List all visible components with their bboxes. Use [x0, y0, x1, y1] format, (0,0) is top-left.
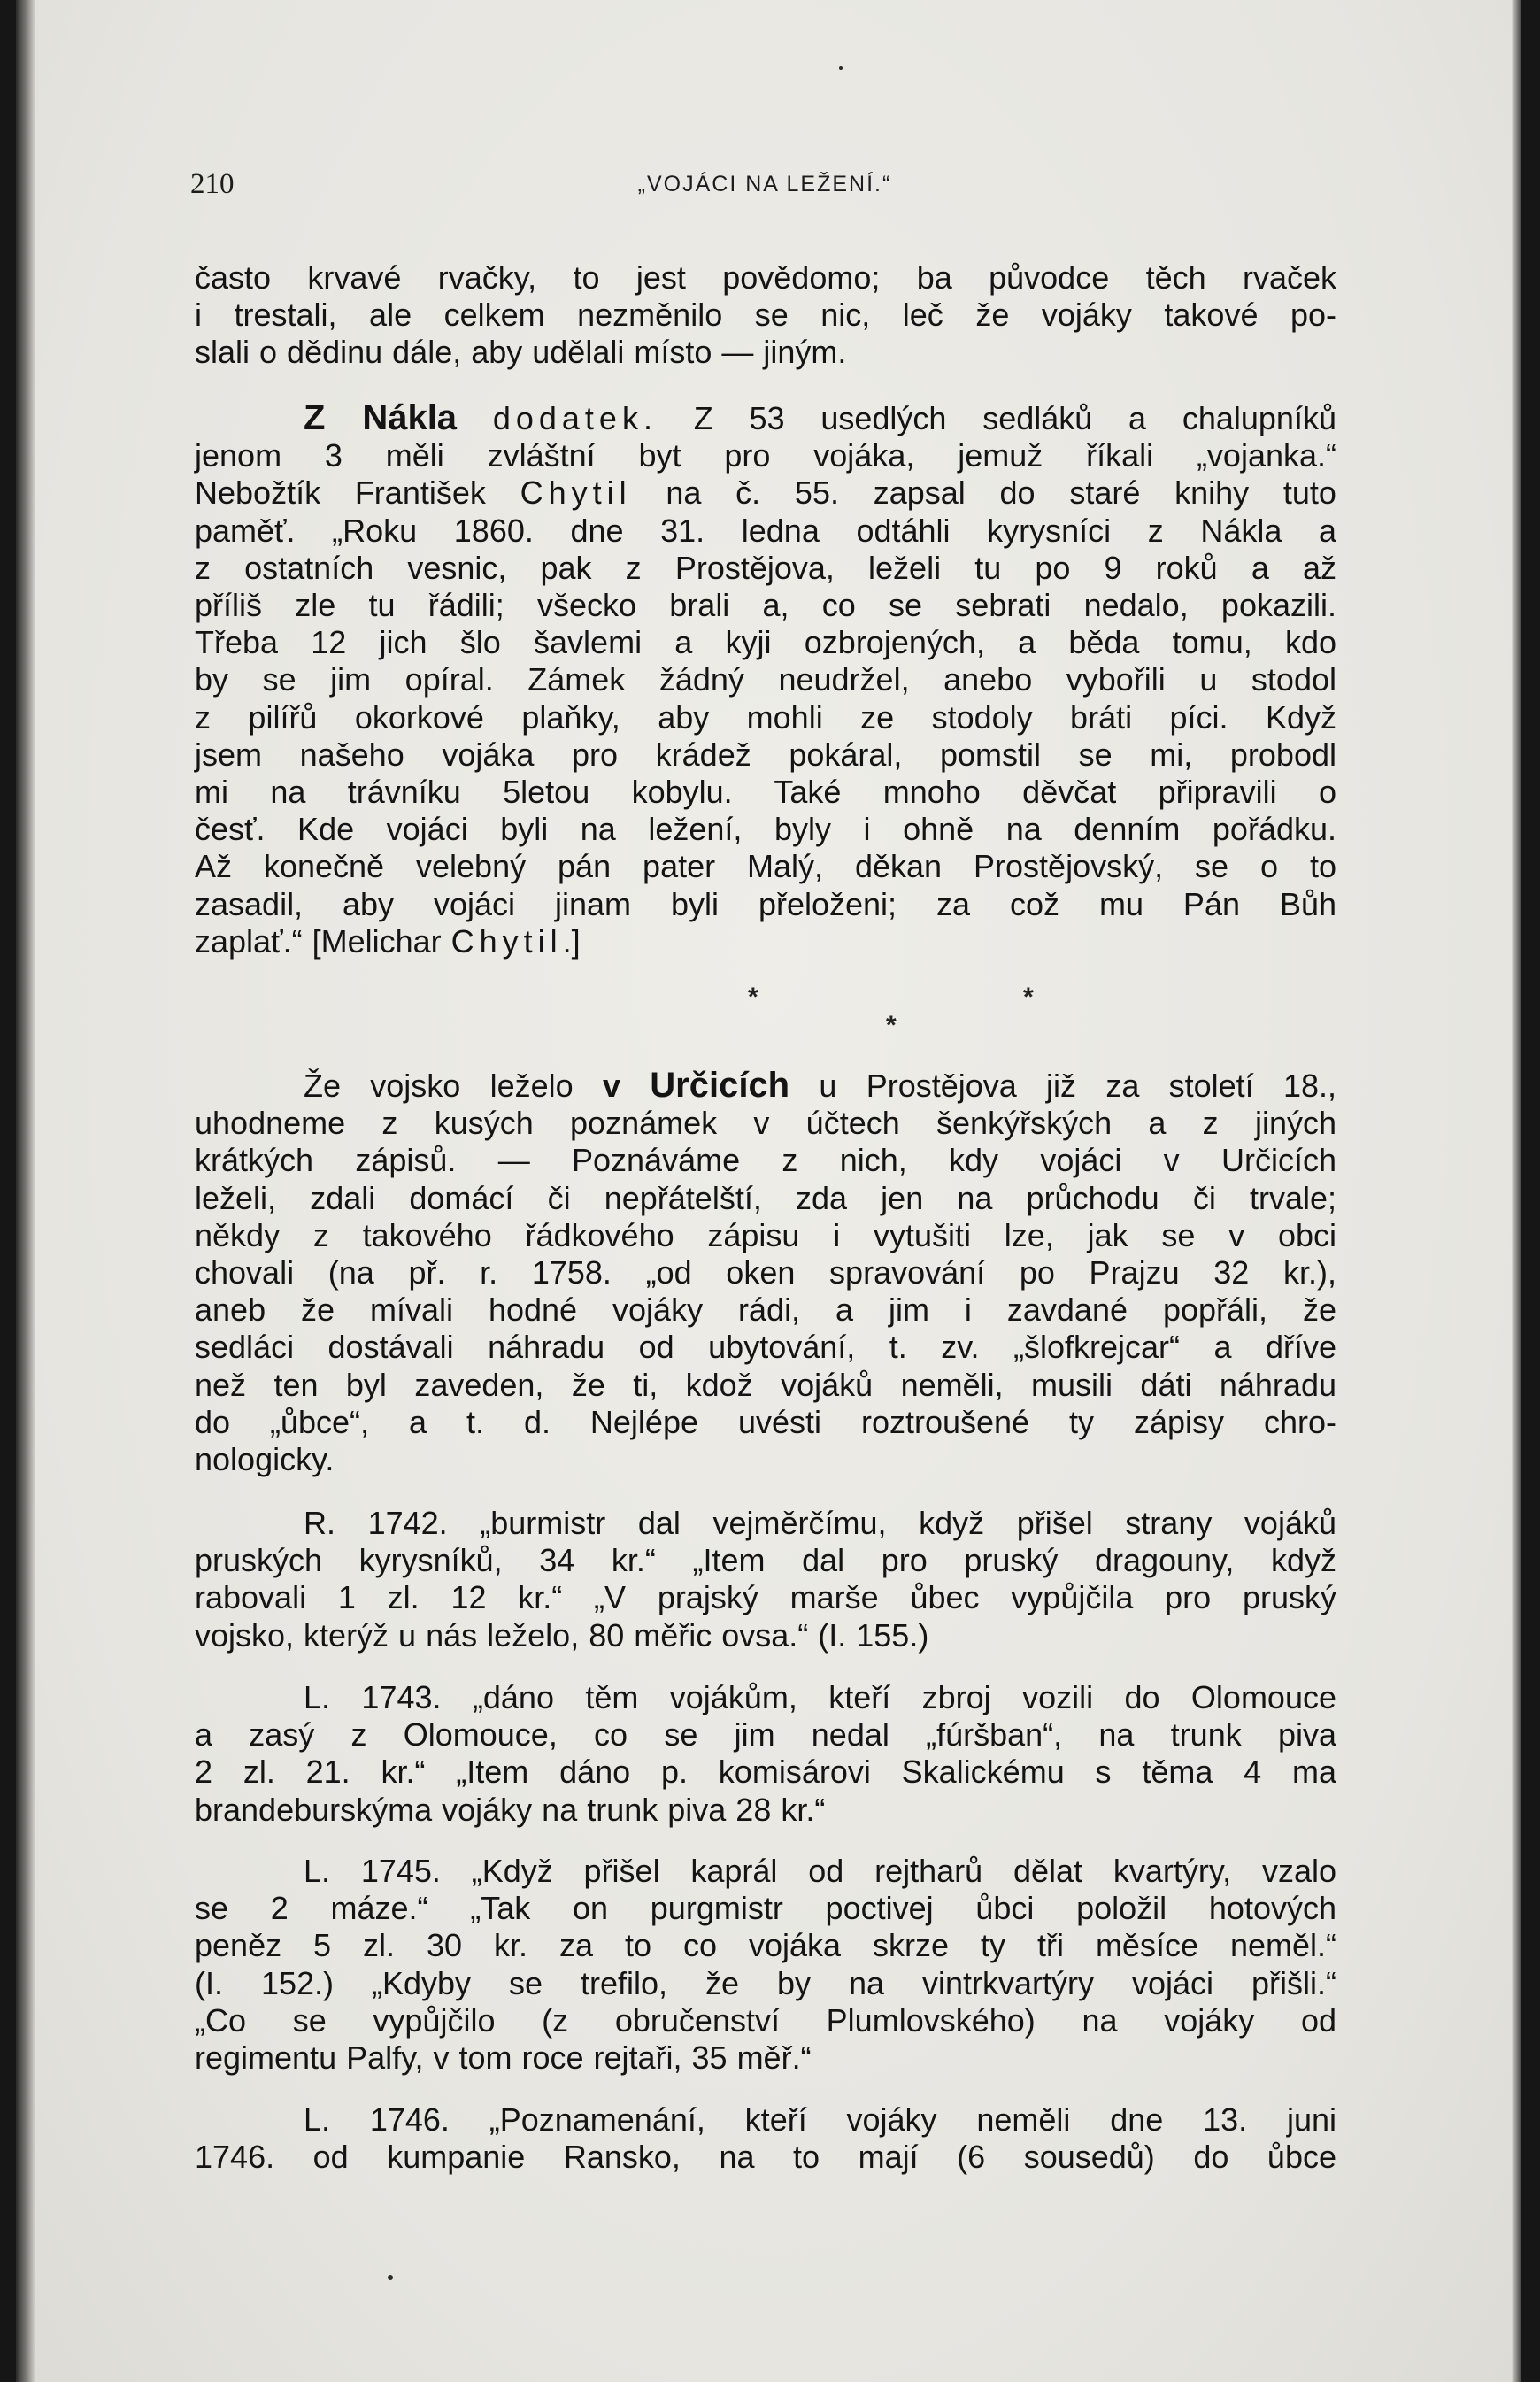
text-line: než ten byl zaveden, že ti, kdož vojáků neměli, musili dáti náhradu: [195, 1366, 1336, 1403]
text-line: sedláci dostávali náhradu od ubytování, t. zv. „šlofkrejcar“ a dříve: [195, 1329, 1336, 1366]
place-heading: Určicích: [650, 1066, 790, 1105]
record-1742: [195, 1505, 1336, 1654]
running-title: „VOJÁCI NA LEŽENÍ.“: [637, 172, 892, 197]
text-line: z pilířů okorkové plaňky, aby mohli ze stodoly bráti píci. Když: [195, 698, 1336, 736]
text-line: brandeburskýma vojáky na trunk piva 28 kr.“: [195, 1791, 826, 1828]
text-line: česť. Kde vojáci byli na ležení, byly i ohně na denním pořádku.: [195, 811, 1336, 848]
text-fragment: u Prostějova již za století 18.,: [819, 1068, 1336, 1104]
record-1745: [195, 1853, 1336, 2077]
text-fragment: Že vojsko leželo: [304, 1068, 574, 1104]
text-line: L. 1745. „Když přišel kaprál od rejtharů dělat kvartýry, vzalo: [304, 1853, 1336, 1889]
signature-line: [195, 923, 1336, 960]
ink-speck: [388, 2275, 393, 2280]
text-line: rabovali 1 zl. 12 kr.“ „V prajský marše ůbec vypůjčila pro pruský: [195, 1579, 1336, 1616]
person-name: Chytil: [450, 922, 563, 960]
text-line: jenom 3 měli zvláštní byt pro vojáka, jemuž říkali „vojanka.“: [195, 437, 1336, 474]
text-line: 1746. od kumpanie Ransko, na to mají (6 sousedů) do ůbce: [195, 2139, 1336, 2176]
running-header: [190, 168, 1339, 208]
text-line: jsem našeho vojáka pro krádež pokáral, pomstil se mi, probodl: [195, 736, 1336, 773]
asterisk: *: [748, 983, 758, 1012]
asterisk: *: [886, 1011, 897, 1040]
text-line: slali o dědinu dále, aby udělali místo — jiným.: [195, 334, 847, 371]
text-fragment: na č. 55. zapsal do staré knihy tuto: [666, 474, 1336, 512]
text-line: z ostatních vesnic, pak z Prostějova, leželi tu po 9 roků a až: [195, 549, 1336, 586]
text-line: [195, 474, 1336, 512]
page-edge: [1512, 0, 1521, 2382]
text-fragment: Z 53 usedlých sedláků a chalupníků: [693, 400, 1336, 436]
text-line: leželi, zdali domácí či nepřátelští, zda jen na průchodu či trvale;: [195, 1179, 1336, 1216]
text-line: L. 1743. „dáno těm vojákům, kteří zbroj vozili do Olomouce: [304, 1679, 1336, 1715]
text-line: a zasý z Olomouce, co se jim nedal „fúršban“, na trunk piva: [195, 1716, 1336, 1754]
text-line: peněz 5 zl. 30 kr. za to co vojáka skrze ty tři měsíce neměl.“: [195, 1927, 1336, 1964]
section-separator: [189, 983, 1330, 1040]
text-line: [195, 399, 1336, 437]
record-1746: [195, 2101, 1336, 2176]
text-fragment: [Melichar: [312, 922, 442, 960]
page-number: 210: [190, 168, 235, 200]
text-line: vojsko, kterýž u nás leželo, 80 měřic ovsa.“ (I. 155.): [195, 1616, 929, 1654]
text-line: krátkých zápisů. — Poznáváme z nich, kdy vojáci v Určicích: [195, 1142, 1336, 1179]
text-fragment: zaplať.“: [195, 922, 303, 960]
book-spine-shadow: [16, 0, 35, 2382]
paragraph-intro: [195, 259, 1336, 372]
place-heading: Z Nákla: [304, 398, 458, 437]
text-fragment: v: [602, 1068, 620, 1104]
text-line: nologicky.: [195, 1441, 335, 1478]
ink-speck: [839, 66, 843, 70]
spaced-word: dodatek.: [492, 400, 658, 436]
text-line: R. 1742. „burmistr dal vejměrčímu, když přišel strany vojáků: [304, 1505, 1336, 1541]
text-line: zasadil, aby vojáci jinam byli přeloženi; za což mu Pán Bůh: [195, 885, 1336, 922]
text-line: uhodneme z kusých poznámek v účtech šenkýřských a z jiných: [195, 1105, 1336, 1142]
text-fragment: Nebožtík František: [195, 474, 486, 512]
text-line: často krvavé rvačky, to jest povědomo; ba původce těch rvaček: [195, 259, 1336, 296]
text-line: i trestali, ale celkem nezměnilo se nic, leč že vojáky takové po-: [195, 297, 1336, 334]
text-line: se 2 máze.“ „Tak on purgmistr poctivej ůbci položil hotových: [195, 1890, 1336, 1927]
text-line: pruských kyrysníků, 34 kr.“ „Item dal pro pruský dragouny, když: [195, 1542, 1336, 1579]
text-line: příliš zle tu řádili; všecko brali a, co se sebrati nedalo, pokazili.: [195, 587, 1336, 624]
text-line: do „ůbce“, a t. d. Nejlépe uvésti roztroušené ty zápisy chro-: [195, 1403, 1336, 1440]
text-line: mi na trávníku 5letou kobylu. Také mnoho děvčat připravili o: [195, 774, 1336, 811]
signature: [312, 923, 588, 960]
text-line: chovali (na př. r. 1758. „od oken spravování po Prajzu 32 kr.),: [195, 1254, 1336, 1291]
text-fragment: .]: [562, 922, 581, 960]
person-name: Chytil: [520, 474, 632, 512]
text-line: paměť. „Roku 1860. dne 31. ledna odtáhli kyrysníci z Nákla a: [195, 512, 1336, 549]
text-line: 2 zl. 21. kr.“ „Item dáno p. komisárovi Skalickému s těma 4 ma: [195, 1754, 1336, 1791]
paragraph-nakla: [195, 399, 1336, 960]
text-line: regimentu Palfy, v tom roce rejtaři, 35 měř.“: [195, 2039, 812, 2077]
asterisk: *: [1023, 983, 1034, 1012]
text-line: by se jim opíral. Zámek žádný neudržel, anebo vybořili u stodol: [195, 661, 1336, 698]
record-1743: [195, 1679, 1336, 1829]
text-line: L. 1746. „Poznamenání, kteří vojáky neměli dne 13. juni: [304, 2101, 1336, 2138]
text-line: [195, 1067, 1336, 1105]
book-page: [16, 0, 1521, 2382]
text-line: „Co se vypůjčilo (z obručenství Plumlovského) na vojáky od: [195, 2001, 1336, 2039]
text-line: Třeba 12 jich šlo šavlemi a kyji ozbrojených, a běda tomu, kdo: [195, 624, 1336, 661]
text-line: (I. 152.) „Kdyby se trefilo, že by na vintrkvartýry vojáci přišli.“: [195, 1964, 1336, 2001]
text-line: aneb že mívali hodné vojáky rádi, a jim i zavdané popřáli, že: [195, 1291, 1336, 1329]
paragraph-urcice: [195, 1067, 1336, 1478]
text-line: někdy z takového řádkového zápisu i vytušiti lze, jak se v obci: [195, 1216, 1336, 1253]
text-line: Až konečně velebný pán pater Malý, děkan Prostějovský, se o to: [195, 848, 1336, 885]
